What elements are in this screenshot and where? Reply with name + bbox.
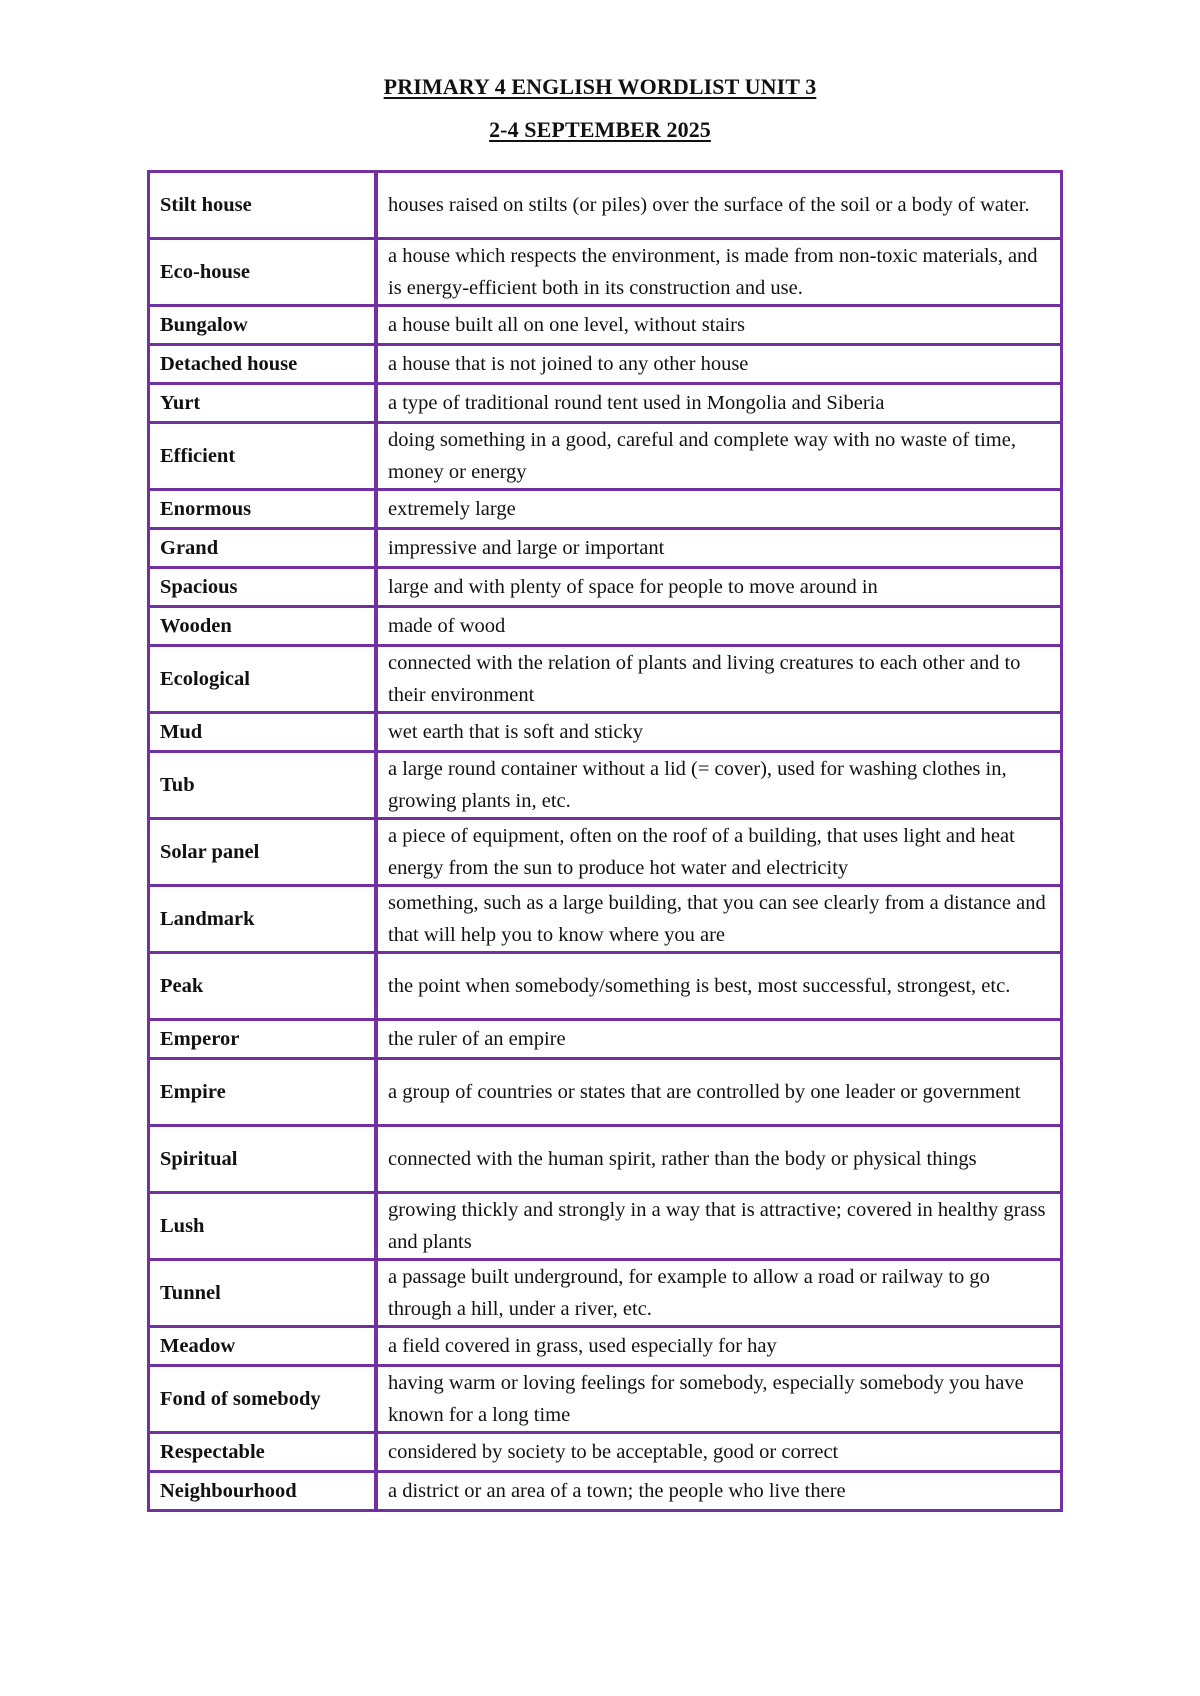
definition-cell: the point when somebody/something is best, most successful, strongest, etc. — [376, 954, 1063, 1021]
definition-cell: impressive and large or important — [376, 530, 1063, 569]
definition-cell: a type of traditional round tent used in Mongolia and Siberia — [376, 385, 1063, 424]
term-cell: Meadow — [147, 1328, 376, 1367]
term-cell: Ecological — [147, 647, 376, 714]
table-row — [147, 307, 1063, 346]
table-row — [147, 1194, 1063, 1261]
definition-cell: considered by society to be acceptable, good or correct — [376, 1434, 1063, 1473]
term-cell: Enormous — [147, 491, 376, 530]
term-cell: Tunnel — [147, 1261, 376, 1328]
table-row — [147, 240, 1063, 307]
wordlist-table — [147, 170, 1063, 1512]
definition-cell: doing something in a good, careful and complete way with no waste of time, money or energy — [376, 424, 1063, 491]
term-cell: Respectable — [147, 1434, 376, 1473]
term-cell: Emperor — [147, 1021, 376, 1060]
table-row — [147, 1367, 1063, 1434]
table-row — [147, 647, 1063, 714]
table-row — [147, 1021, 1063, 1060]
term-cell: Fond of somebody — [147, 1367, 376, 1434]
document-title: PRIMARY 4 ENGLISH WORDLIST UNIT 3 — [383, 74, 817, 99]
term-cell: Wooden — [147, 608, 376, 647]
definition-cell: a house built all on one level, without stairs — [376, 307, 1063, 346]
document-date: 2-4 SEPTEMBER 2025 — [489, 117, 711, 142]
table-row — [147, 1127, 1063, 1194]
definition-cell: large and with plenty of space for people to move around in — [376, 569, 1063, 608]
table-row — [147, 424, 1063, 491]
table-row — [147, 887, 1063, 954]
definition-cell: a passage built underground, for example to allow a road or railway to go through a hill, under a river, etc. — [376, 1261, 1063, 1328]
definition-cell: a house that is not joined to any other house — [376, 346, 1063, 385]
table-row — [147, 714, 1063, 753]
table-row — [147, 1060, 1063, 1127]
definition-cell: a district or an area of a town; the people who live there — [376, 1473, 1063, 1512]
term-cell: Tub — [147, 753, 376, 820]
term-cell: Solar panel — [147, 820, 376, 887]
table-row — [147, 170, 1063, 240]
table-row — [147, 608, 1063, 647]
table-row — [147, 753, 1063, 820]
term-cell: Mud — [147, 714, 376, 753]
term-cell: Eco-house — [147, 240, 376, 307]
term-cell: Grand — [147, 530, 376, 569]
definition-cell: something, such as a large building, that you can see clearly from a distance and that will help you to know where you are — [376, 887, 1063, 954]
term-cell: Landmark — [147, 887, 376, 954]
term-cell: Bungalow — [147, 307, 376, 346]
definition-cell: growing thickly and strongly in a way that is attractive; covered in healthy grass and plants — [376, 1194, 1063, 1261]
term-cell: Yurt — [147, 385, 376, 424]
table-row — [147, 346, 1063, 385]
table-row — [147, 491, 1063, 530]
table-row — [147, 1261, 1063, 1328]
term-cell: Neighbourhood — [147, 1473, 376, 1512]
table-row — [147, 820, 1063, 887]
term-cell: Peak — [147, 954, 376, 1021]
term-cell: Empire — [147, 1060, 376, 1127]
definition-cell: the ruler of an empire — [376, 1021, 1063, 1060]
definition-cell: a house which respects the environment, is made from non-toxic materials, and is energy-efficient both in its construction and use. — [376, 240, 1063, 307]
definition-cell: a piece of equipment, often on the roof of a building, that uses light and heat energy from the sun to produce hot water and electricity — [376, 820, 1063, 887]
term-cell: Stilt house — [147, 170, 376, 240]
definition-cell: a field covered in grass, used especially for hay — [376, 1328, 1063, 1367]
definition-cell: connected with the human spirit, rather than the body or physical things — [376, 1127, 1063, 1194]
definition-cell: a large round container without a lid (= cover), used for washing clothes in, growing plants in, etc. — [376, 753, 1063, 820]
table-row — [147, 530, 1063, 569]
definition-cell: houses raised on stilts (or piles) over the surface of the soil or a body of water. — [376, 170, 1063, 240]
term-cell: Spiritual — [147, 1127, 376, 1194]
term-cell: Lush — [147, 1194, 376, 1261]
definition-cell: extremely large — [376, 491, 1063, 530]
definition-cell: made of wood — [376, 608, 1063, 647]
table-row — [147, 1473, 1063, 1512]
term-cell: Detached house — [147, 346, 376, 385]
definition-cell: wet earth that is soft and sticky — [376, 714, 1063, 753]
definition-cell: connected with the relation of plants and living creatures to each other and to their environment — [376, 647, 1063, 714]
table-row — [147, 1328, 1063, 1367]
definition-cell: a group of countries or states that are controlled by one leader or government — [376, 1060, 1063, 1127]
table-row — [147, 1434, 1063, 1473]
table-row — [147, 385, 1063, 424]
term-cell: Efficient — [147, 424, 376, 491]
table-row — [147, 569, 1063, 608]
term-cell: Spacious — [147, 569, 376, 608]
definition-cell: having warm or loving feelings for somebody, especially somebody you have known for a long time — [376, 1367, 1063, 1434]
table-row — [147, 954, 1063, 1021]
